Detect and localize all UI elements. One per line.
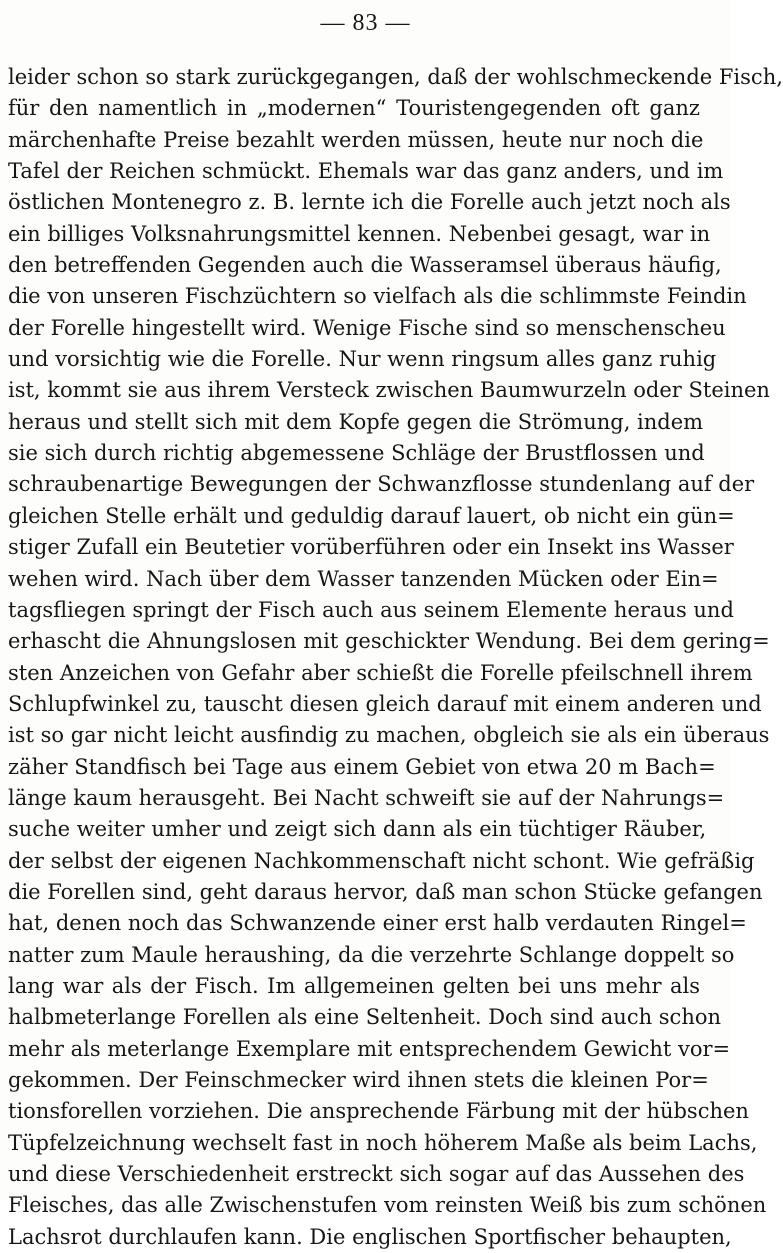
text-line: mehr als meterlange Exemplare mit entsprechendem Gewicht vor= [8, 1036, 731, 1061]
text-line: stiger Zufall ein Beutetier vorüberführen oder ein Insekt ins Wasser [8, 535, 734, 560]
text-line: für den namentlich in „modernen“ Touristengegenden oft ganz [8, 96, 700, 121]
text-line: lang war als der Fisch. Im allgemeinen gelten bei uns mehr als [8, 973, 700, 998]
text-line: wehen wird. Nach über dem Wasser tanzenden Mücken oder Ein= [8, 566, 719, 591]
text-line: östlichen Montenegro z. B. lernte ich die Forelle auch jetzt noch als [8, 190, 731, 215]
text-line: länge kaum herausgeht. Bei Nacht schweift sie auf der Nahrungs= [8, 785, 725, 810]
text-line: die von unseren Fischzüchtern so vielfach als die schlimmste Feindin [8, 284, 747, 309]
text-line: gleichen Stelle erhält und geduldig darauf lauert, ob nicht ein gün= [8, 503, 735, 528]
text-line: hat, denen noch das Schwanzende einer erst halb verdauten Ringel= [8, 911, 747, 936]
text-line: sten Anzeichen von Gefahr aber schießt die Forelle pfeilschnell ihrem [8, 660, 753, 685]
text-line: der Forelle hingestellt wird. Wenige Fische sind so menschenscheu [8, 315, 726, 340]
text-line: Schlupfwinkel zu, tauscht diesen gleich darauf mit einem anderen und [8, 691, 762, 716]
text-line: Tafel der Reichen schmückt. Ehemals war das ganz anders, und im [8, 159, 724, 184]
text-line: Tüpfelzeichnung wechselt fast in noch höherem Maße als beim Lachs, [8, 1130, 758, 1155]
text-line: ist, kommt sie aus ihrem Versteck zwischen Baumwurzeln oder Steinen [8, 378, 770, 403]
text-line: halbmeterlange Forellen als eine Seltenheit. Doch sind auch schon [8, 1005, 722, 1030]
text-line: erhascht die Ahnungslosen mit geschickter Wendung. Bei dem gering= [8, 629, 770, 654]
text-line: und diese Verschiedenheit erstreckt sich sogar auf das Aussehen des [8, 1162, 745, 1187]
text-line: tionsforellen vorziehen. Die ansprechende Färbung mit der hübschen [8, 1099, 749, 1124]
text-line: den betreffenden Gegenden auch die Wasseramsel überaus häufig, [8, 253, 722, 278]
text-line: sie sich durch richtig abgemessene Schläge der Brustflossen und [8, 441, 705, 466]
text-line: gekommen. Der Feinschmecker wird ihnen stets die kleinen Por= [8, 1068, 709, 1092]
text-line: und vorsichtig wie die Forelle. Nur wenn ringsum alles ganz ruhig [8, 347, 717, 372]
text-line: märchenhafte Preise bezahlt werden müssen, heute nur noch die [8, 127, 704, 152]
text-line: der selbst der eigenen Nachkommenschaft nicht schont. Wie gefräßig [8, 848, 755, 873]
text-line: tagsfliegen springt der Fisch auch aus seinem Elemente heraus und [8, 597, 734, 622]
text-line: Lachsrot durchlaufen kann. Die englischen Sportfischer behaupten, [8, 1224, 732, 1249]
text-line: leider schon so stark zurückgegangen, daß der wohlschmeckende Fisch, [8, 65, 783, 89]
text-line: heraus und stellt sich mit dem Kopfe gegen die Strömung, indem [8, 409, 704, 434]
text-line: suche weiter umher und zeigt sich dann als ein tüchtiger Räuber, [8, 817, 707, 842]
text-line: ein billiges Volksnahrungsmittel kennen. Nebenbei gesagt, war in [8, 221, 711, 246]
body-text [8, 62, 783, 1253]
text-line: schraubenartige Bewegungen der Schwanzflosse stundenlang auf der [8, 472, 755, 497]
text-line: die Forellen sind, geht daraus hervor, daß man schon Stücke gefangen [8, 879, 763, 904]
page-number: — 83 — [320, 10, 411, 36]
text-line: Fleisches, das alle Zwischenstufen vom reinsten Weiß bis zum schönen [8, 1193, 767, 1218]
text-line: natter zum Maule heraushing, da die verzehrte Schlange doppelt so [8, 942, 735, 967]
text-line: zäher Standfisch bei Tage aus einem Gebiet von etwa 20 m Bach= [8, 754, 716, 779]
text-line: ist so gar nicht leicht ausfindig zu machen, obgleich sie als ein überaus [8, 723, 770, 748]
